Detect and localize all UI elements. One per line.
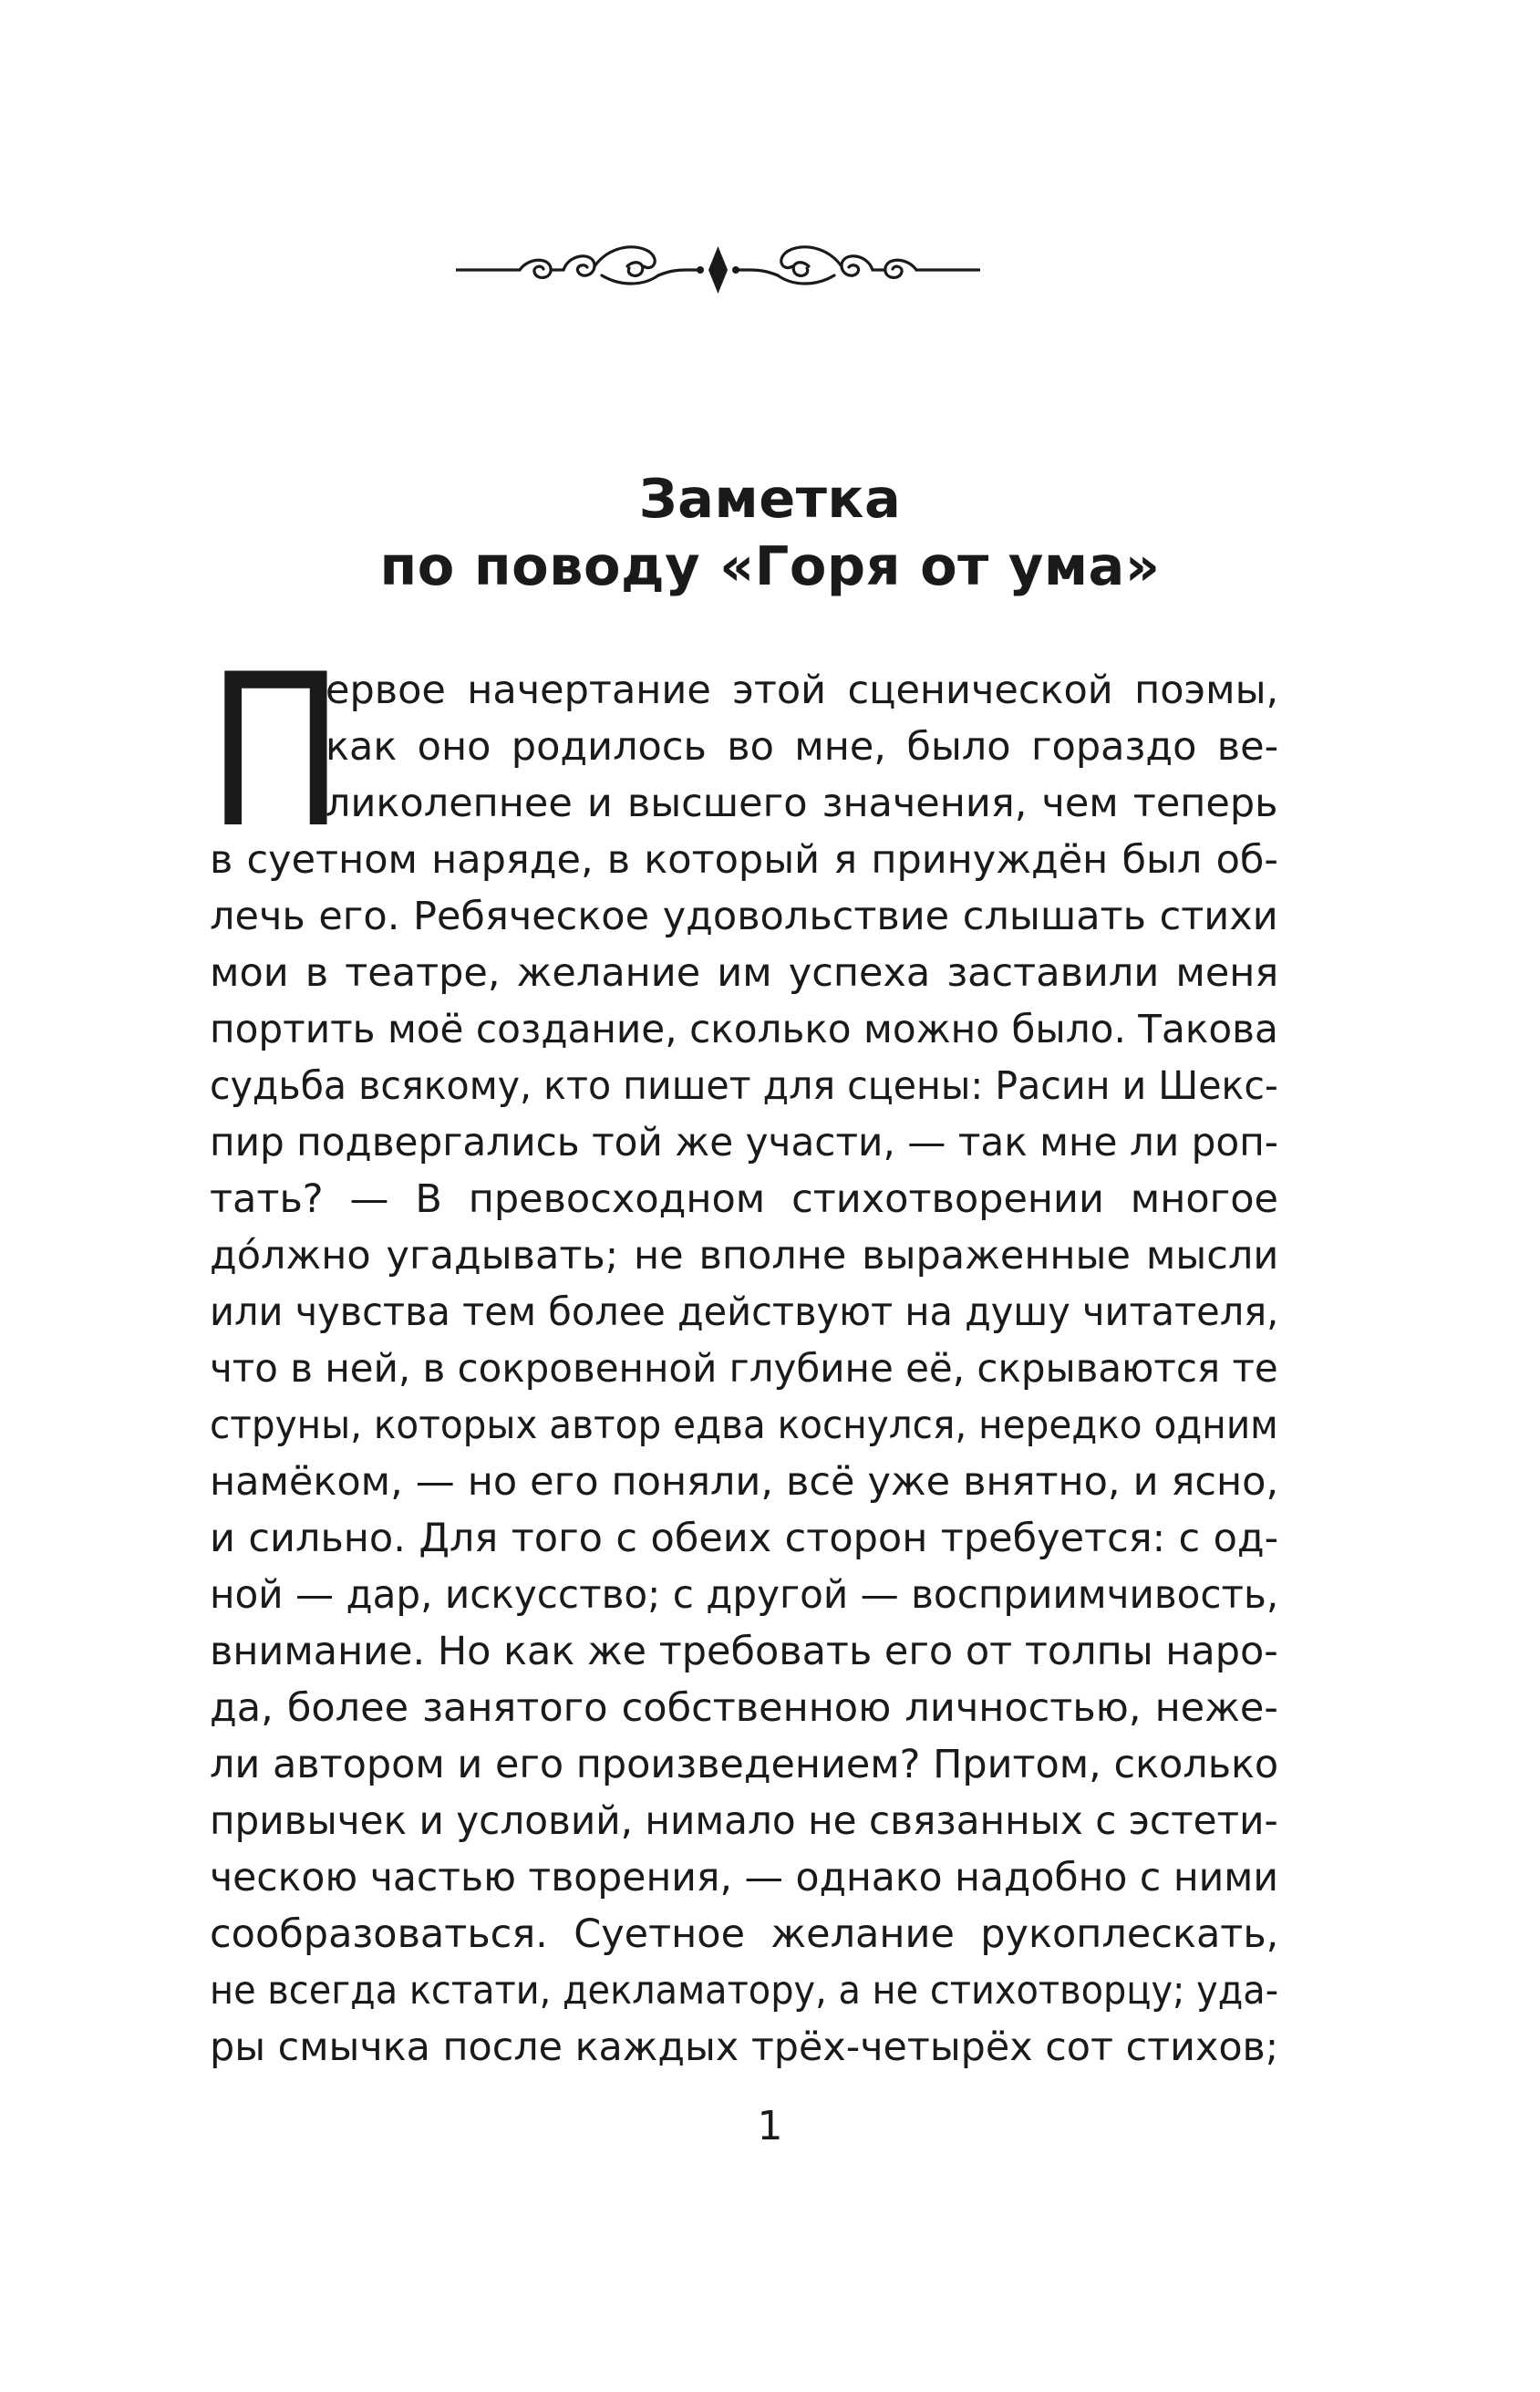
text-line: или чувства тем более действуют на душу читателя, [210,1289,1279,1335]
text-line: ли автором и его произведением? Притом, сколько [210,1742,1279,1787]
text-line: портить моё создание, сколько можно было. Такова [210,1007,1278,1052]
chapter-title-line-2: по поводу «Горя от ума» [379,533,1161,597]
chapter-title [0,465,1540,600]
text-line: ческою частью творения, — однако надобно с ними [210,1855,1278,1900]
text-line: намёком, — но его поняли, всё уже внятно, и ясно, [210,1459,1279,1505]
text-line: сообразоваться. Суетное желание рукоплескать, [210,1911,1279,1957]
text-line: что в ней, в сокровенной глубине её, скрываются те [210,1346,1278,1392]
drop-cap: П [210,622,342,872]
text-line: в суетном наряде, в который я принуждён был об- [210,837,1278,883]
text-line: как оно родилось во мне, было гораздо ве- [326,724,1279,770]
text-line: тать? — В превосходном стихотворении многое [210,1176,1279,1222]
text-line: ликолепнее и высшего значения, чем теперь [326,781,1278,826]
text-line: мои в театре, желание им успеха заставили меня [210,950,1279,996]
body-text [210,622,1279,2090]
flourish-divider-icon [456,239,980,299]
text-line: ной — дар, искусство; с другой — восприимчивость, [210,1572,1279,1618]
page-number: 1 [757,2103,783,2149]
text-line: лечь его. Ребяческое удовольствие слышать стихи [210,894,1278,939]
text-line: судьба всякому, кто пишет для сцены: Расин и Шекс- [210,1063,1278,1109]
text-line: ры смычка после каждых трёх-четырёх сот стихов; [210,2024,1279,2070]
text-line: струны, которых автор едва коснулся, нередко одним [210,1403,1278,1448]
text-line: привычек и условий, нимало не связанных с эстети- [210,1798,1278,1844]
text-line: пир подвергались той же участи, — так мне ли роп- [210,1120,1279,1165]
text-line: внимание. Но как же требовать его от толпы наро- [210,1629,1278,1674]
text-line: не всегда кстати, декламатору, а не стихотворцу; уда- [210,1968,1279,2014]
text-line: до́лжно угадывать; не вполне выраженные мысли [210,1233,1279,1279]
chapter-title-line-1: Заметка [638,466,902,530]
text-line: и сильно. Для того с обеих сторон требуется: с од- [210,1516,1279,1561]
text-line: да, более занятого собственною личностью, неже- [210,1685,1278,1731]
text-line: ервое начертание этой сценической поэмы, [326,668,1279,713]
